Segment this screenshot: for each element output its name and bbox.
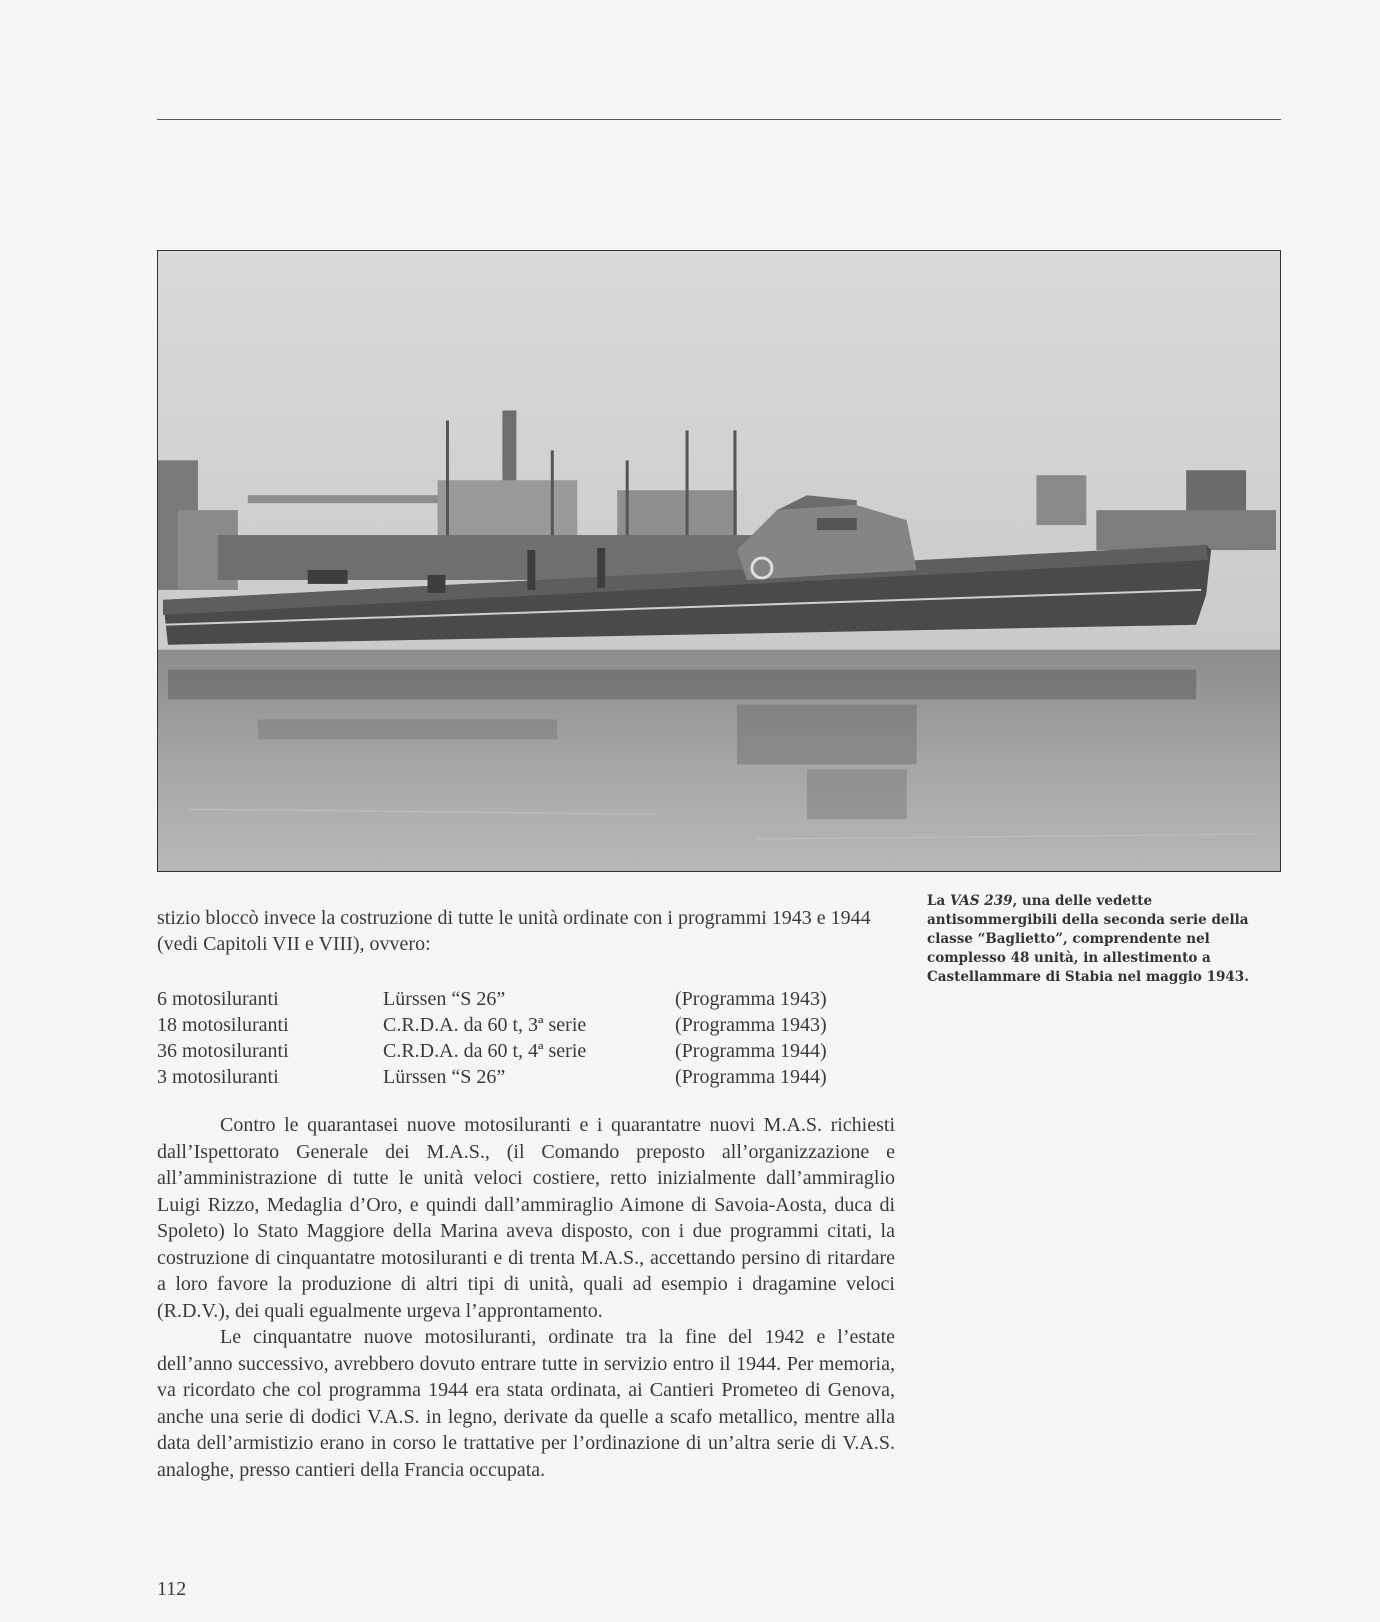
list-item-program: (Programma 1943): [675, 988, 827, 1010]
boat-order-list: [157, 986, 897, 1090]
list-item-program: (Programma 1944): [675, 1066, 827, 1088]
list-item-model: C.R.D.A. da 60 t, 3ª serie: [383, 1014, 587, 1036]
intro-paragraph: stizio bloccò invece la costruzione di tutte le unità ordinate con i programmi 1943 e 1944 (vedi Capitoli VII e VIII), ovvero:: [157, 907, 871, 955]
photo-caption: [927, 892, 1257, 987]
list-item-quantity: 18 motosiluranti: [157, 1014, 289, 1036]
caption-text: , una delle vedette antisommergibili della seconda serie della classe “Baglietto”, comprendente nel complesso 48 unità, in allestimento a Castellammare di Stabia nel maggio 1943.: [927, 893, 1249, 985]
list-item: [157, 1064, 897, 1090]
list-item: [157, 986, 897, 1012]
list-item-program: (Programma 1944): [675, 1040, 827, 1062]
page-number: 112: [157, 1578, 187, 1600]
caption-prefix: La: [927, 893, 950, 909]
list-item: [157, 1012, 897, 1038]
header-rule: [157, 119, 1281, 120]
list-item-quantity: 36 motosiluranti: [157, 1040, 289, 1062]
body-paragraph: Le cinquantatre nuove motosiluranti, ordinate tra la fine del 1942 e l’estate dell’anno successivo, avrebbero dovuto entrare tutte in servizio entro il 1944. Per memoria, va ricordato che col programma 1944 era stata ordinata, ai Cantieri Prometeo di Genova, anche una serie di dodici V.A.S. in legno, derivate da quelle a scafo metallico, mentre alla data dell’armistizio erano in corso le trattative per l’ordinazione di un’altra serie di V.A.S. analoghe, presso cantieri della Francia occupata.: [157, 1326, 895, 1481]
list-item-model: Lürssen “S 26”: [383, 1066, 506, 1088]
list-item-model: Lürssen “S 26”: [383, 988, 506, 1010]
ship-photograph: [157, 250, 1281, 872]
list-item-program: (Programma 1943): [675, 1014, 827, 1036]
body-paragraph: Contro le quarantasei nuove motosiluranti e i quarantatre nuovi M.A.S. richiesti dall’Ispettorato Generale dei M.A.S., (il Comando preposto all’organizzazione e all’amministrazione di tutte le unità veloci costiere, retto inizialmente dall’ammiraglio Luigi Rizzo, Medaglia d’Oro, e quindi dall’ammiraglio Aimone di Savoia-Aosta, duca di Spoleto) lo Stato Maggiore della Marina aveva disposto, con i due programmi citati, la costruzione di cinquantatre motosiluranti e di trenta M.A.S., accettando persino di ritardare a loro favore la produzione di altri tipi di unità, quali ad esempio i dragamine veloci (R.D.V.), dei quali egualmente urgeva l’approntamento.: [157, 1114, 895, 1322]
list-item-quantity: 3 motosiluranti: [157, 1066, 279, 1088]
list-item: [157, 1038, 897, 1064]
list-item-quantity: 6 motosiluranti: [157, 988, 279, 1010]
caption-vessel-name: VAS 239: [949, 893, 1013, 909]
body-text: [157, 1112, 895, 1483]
list-item-model: C.R.D.A. da 60 t, 4ª serie: [383, 1040, 587, 1062]
